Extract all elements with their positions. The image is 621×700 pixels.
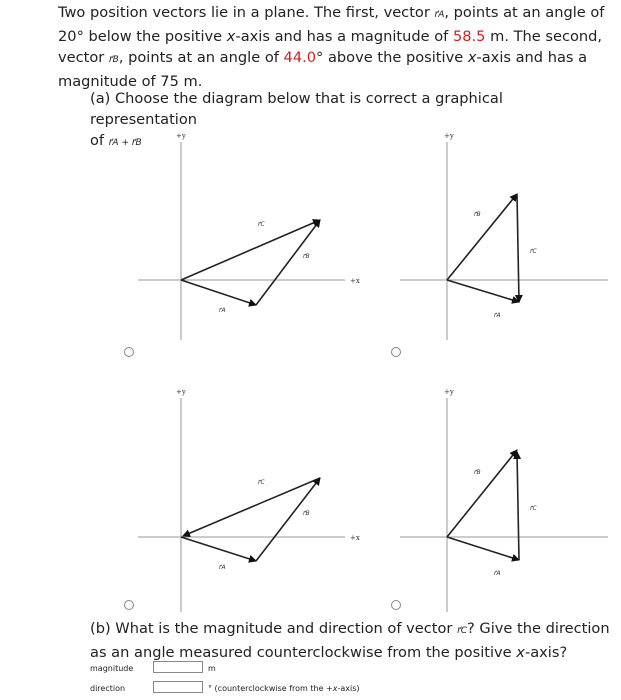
direction-unit-text-2: -axis) xyxy=(337,684,360,693)
problem-text-5: -axis and has a magnitude of xyxy=(235,28,453,45)
diagram-4-label-b: r⃗B xyxy=(474,469,481,476)
problem-text-2: , points at an angle of xyxy=(444,4,605,21)
problem-text-7: vector xyxy=(58,49,109,66)
direction-unit-text-1: ° (counterclockwise from the + xyxy=(208,684,333,693)
diagram-1-vector-c xyxy=(181,220,320,280)
diagram-3-label-c: r⃗C xyxy=(258,479,265,486)
part-b-text-3: as an angle measured counterclockwise from the positive xyxy=(90,644,517,661)
diagram-3-y-label: +y xyxy=(176,388,186,396)
problem-text-3: 20° below the positive xyxy=(58,28,227,45)
magnitude-a-value: 58.5 xyxy=(452,28,486,45)
problem-x-var: x xyxy=(226,28,236,45)
angle-b-value: 44.0 xyxy=(283,49,317,66)
radio-diagram-2[interactable] xyxy=(391,347,401,357)
direction-unit xyxy=(208,684,360,693)
problem-text-11: -axis and has a xyxy=(476,49,588,66)
diagram-3 xyxy=(138,388,360,612)
diagram-1-label-c: r⃗C xyxy=(258,221,265,228)
diagram-1-vector-a xyxy=(181,280,256,305)
part-b-text-1: (b) What is the magnitude and direction of vector xyxy=(90,620,458,637)
magnitude-input[interactable] xyxy=(153,661,203,673)
part-b-text-5: -axis? xyxy=(524,644,568,661)
diagram-3-label-b: r⃗B xyxy=(303,510,310,517)
diagram-4-label-a: r⃗A xyxy=(494,570,501,577)
diagram-4 xyxy=(400,388,608,612)
problem-text-9: ° above the positive xyxy=(316,49,468,66)
part-a-text-1: (a) Choose the diagram below that is correct a graphical representation xyxy=(90,90,503,128)
magnitude-unit: m xyxy=(208,664,216,673)
diagram-2-label-b: r⃗B xyxy=(474,211,481,218)
radio-diagram-1[interactable] xyxy=(124,347,134,357)
diagram-4-vector-a xyxy=(447,537,519,560)
part-b-vector-c: r⃗C xyxy=(457,626,468,636)
diagram-2-vector-a xyxy=(447,280,519,302)
direction-input[interactable] xyxy=(153,681,203,693)
diagram-3-x-label: +x xyxy=(350,534,360,542)
diagram-2-label-a: r⃗A xyxy=(494,312,501,319)
vector-b-symbol: r⃗B xyxy=(108,55,119,65)
part-b-x-var: x xyxy=(516,644,525,661)
diagram-2-vector-b xyxy=(447,194,517,280)
radio-diagram-4[interactable] xyxy=(391,600,401,610)
problem-text-1: Two position vectors lie in a plane. The first, vector xyxy=(58,4,435,21)
direction-label: direction xyxy=(90,684,126,693)
diagram-2-y-label: +y xyxy=(444,132,454,140)
diagram-3-vector-c xyxy=(183,478,320,536)
diagram-1 xyxy=(138,132,360,340)
diagram-3-vector-a xyxy=(181,537,256,561)
part-a-vector-b: r⃗B xyxy=(131,138,142,148)
direction-unit-x: x xyxy=(332,684,338,693)
problem-text-8: , points at an angle of xyxy=(118,49,284,66)
diagram-4-label-c: r⃗C xyxy=(530,505,537,512)
part-b-question xyxy=(90,618,610,663)
radio-diagram-3[interactable] xyxy=(124,600,134,610)
diagram-1-y-label: +y xyxy=(176,132,186,140)
part-b-text-2: ? Give the direction xyxy=(467,620,610,637)
diagram-3-vector-b xyxy=(256,478,320,561)
diagram-1-vector-b xyxy=(256,220,320,305)
diagram-4-vector-b xyxy=(447,450,517,537)
problem-x-var-2: x xyxy=(467,49,477,66)
diagram-1-x-label: +x xyxy=(350,277,360,285)
diagram-2-vector-c xyxy=(517,194,519,302)
part-a-vector-a: r⃗A xyxy=(108,138,119,148)
part-a-text-2: of xyxy=(90,132,109,149)
vector-a-symbol: r⃗A xyxy=(434,10,445,20)
magnitude-label: magnitude xyxy=(90,664,134,673)
diagram-1-label-b: r⃗B xyxy=(303,253,310,260)
diagram-2-label-c: r⃗C xyxy=(530,248,537,255)
diagram-4-y-label: +y xyxy=(444,388,454,396)
diagram-2 xyxy=(400,132,608,340)
diagram-3-label-a: r⃗A xyxy=(219,564,226,571)
part-a-plus: + xyxy=(118,138,132,148)
problem-text-6: m. The second, xyxy=(485,28,603,45)
problem-text-12: magnitude of 75 m. xyxy=(58,73,203,90)
diagram-1-label-a: r⃗A xyxy=(219,307,226,314)
diagram-4-vector-c xyxy=(517,452,519,560)
